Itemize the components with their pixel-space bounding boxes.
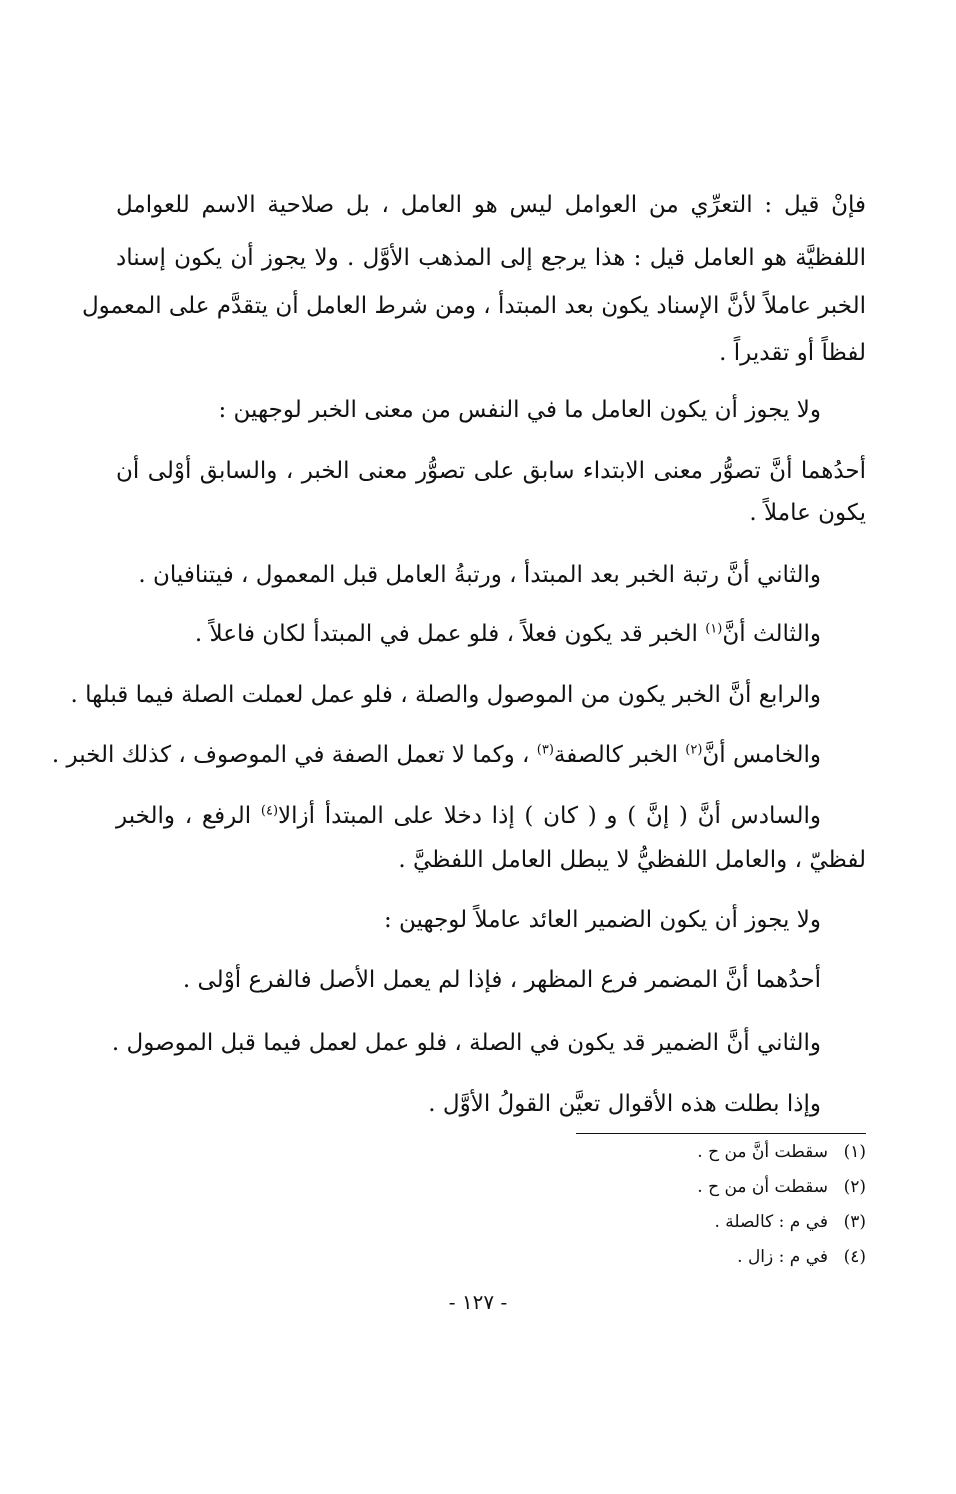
text-run: والسادس أنَّ ( إنَّ ) و ( كان ) إذا دخلا على المبتدأ أزالا xyxy=(278,803,821,829)
text-line: ولا يجوز أن يكون العامل ما في النفس من معنى الخبر لوجهين : xyxy=(218,397,821,423)
footnote-ref-3: (٣) xyxy=(536,742,554,758)
text-line: والرابع أنَّ الخبر يكون من الموصول والصلة ، فلو عمل لعملت الصلة فيما قبلها . xyxy=(70,682,821,708)
footnote-2 xyxy=(466,1175,866,1199)
text-run: الرفع ، والخبر xyxy=(116,803,261,829)
text-line: يكون عاملاً . xyxy=(749,500,866,526)
text-line: والثاني أنَّ الضمير قد يكون في الصلة ، فلو عمل لعمل فيما قبل الموصول . xyxy=(111,1030,821,1056)
text-line: أحدُهما أنَّ المضمر فرع المظهر ، فإذا لم يعمل الأصل فالفرع أوْلى . xyxy=(182,967,821,993)
footnote-text: في م : زال . xyxy=(737,1247,828,1267)
text-line: ولا يجوز أن يكون الضمير العائد عاملاً لوجهين : xyxy=(383,907,821,933)
text-line: فإنْ قيل : التعرِّي من العوامل ليس هو العامل ، بل صلاحية الاسم للعوامل xyxy=(116,192,866,218)
text-line: لفظيّ ، والعامل اللفظيُّ لا يبطل العامل اللفظيَّ . xyxy=(398,847,866,873)
footnote-text: سقطت أنَّ من ح . xyxy=(697,1142,828,1162)
text-line xyxy=(51,738,821,772)
text-run: والخامس أنَّ xyxy=(702,742,821,768)
footnote-4 xyxy=(466,1245,866,1269)
text-line: أحدُهما أنَّ تصوُّر معنى الابتداء سابق على تصوُّر معنى الخبر ، والسابق أوْلى أن xyxy=(116,458,866,484)
text-line xyxy=(116,799,821,833)
text-line: اللفظيَّة هو العامل قيل : هذا يرجع إلى المذهب الأوَّل . ولا يجوز أن يكون إسناد xyxy=(116,245,866,271)
text-line: وإذا بطلت هذه الأقوال تعيَّن القولُ الأوَّل . xyxy=(428,1091,821,1117)
text-run: الخبر قد يكون فعلاً ، فلو عمل في المبتدأ لكان فاعلاً . xyxy=(194,621,706,647)
footnote-ref-4: (٤) xyxy=(260,803,279,819)
footnote-divider xyxy=(576,1133,866,1134)
footnote-3 xyxy=(466,1210,866,1234)
text-run: الخبر كالصفة xyxy=(553,742,686,768)
text-run: ، وكما لا تعمل الصفة في الموصوف ، كذلك الخبر . xyxy=(51,742,537,768)
text-line: لفظاً أو تقديراً . xyxy=(719,340,866,366)
footnote-number: (٢) xyxy=(843,1177,866,1197)
text-line xyxy=(116,617,821,651)
footnote-text: في م : كالصلة . xyxy=(714,1212,828,1232)
footnote-text: سقطت أن من ح . xyxy=(697,1177,828,1197)
footnote-1 xyxy=(466,1140,866,1164)
text-run: والثالث أنَّ xyxy=(722,621,821,647)
page-number: - ١٢٧ - xyxy=(448,1290,508,1314)
footnote-number: (٣) xyxy=(843,1212,866,1232)
footnote-ref-2: (٢) xyxy=(685,742,703,758)
text-line: الخبر عاملاً لأنَّ الإسناد يكون بعد المبتدأ ، ومن شرط العامل أن يتقدَّم على المعمول xyxy=(81,293,866,319)
text-line: والثاني أنَّ رتبة الخبر بعد المبتدأ ، ورتبةُ العامل قبل المعمول ، فيتنافيان . xyxy=(138,562,821,588)
footnote-number: (١) xyxy=(843,1142,866,1162)
footnote-ref-1: (١) xyxy=(705,621,723,637)
footnote-number: (٤) xyxy=(843,1247,866,1267)
